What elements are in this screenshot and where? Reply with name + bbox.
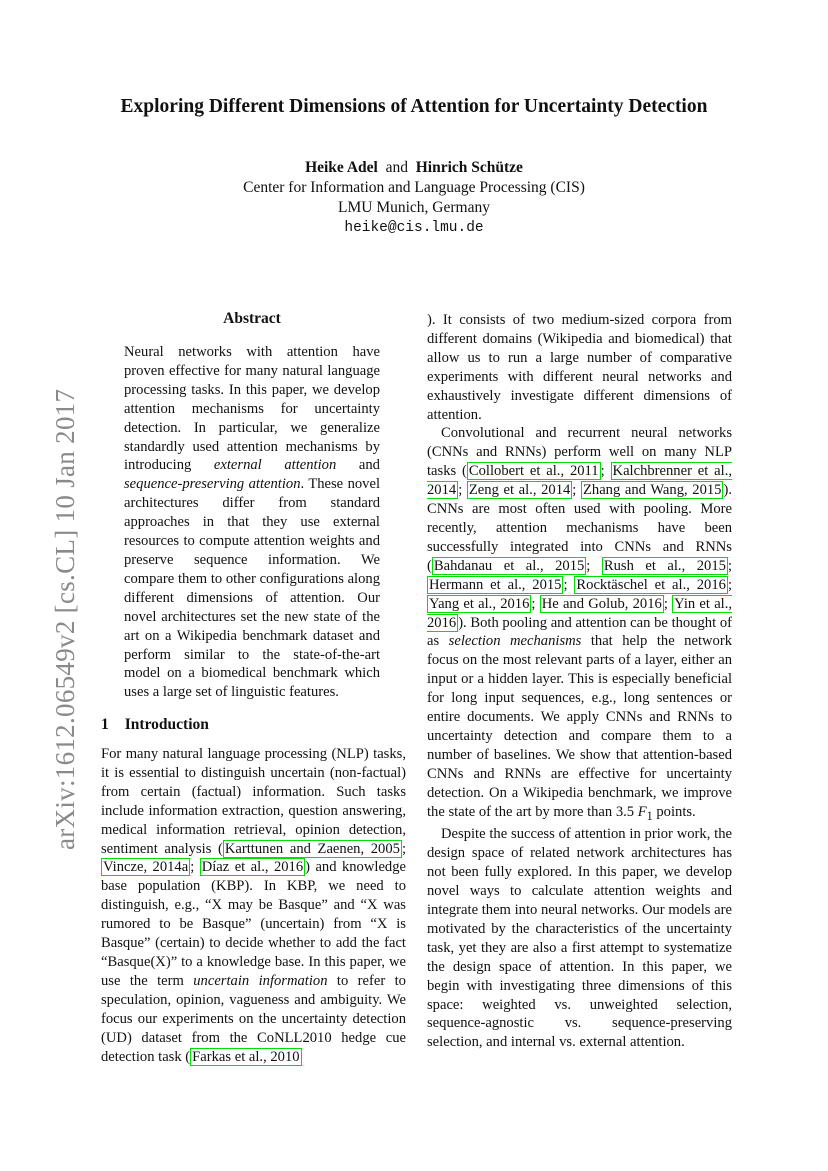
citation-link[interactable]: Yin et al., 2016 [427, 595, 733, 631]
citation-link[interactable]: He and Golub, 2016 [541, 595, 662, 612]
affiliation-location: LMU Munich, Germany [338, 199, 490, 216]
citation-link[interactable]: Bahdanau et al., 2015 [433, 557, 585, 574]
citation-link[interactable]: Rush et al., 2015 [603, 557, 726, 574]
citation-link[interactable]: Zhang and Wang, 2015 [582, 482, 722, 499]
text-run: ). CNNs are most often used with pooling. More recently, attention mechanisms have been successfully integrated into CNNs and RNNs ( [427, 482, 732, 574]
text-run: ) and knowledge base population (KBP). In KBP, we need to distinguish, e.g., “X may be Basque” and “X was rumored to be Basque” (uncertain) from “X is Basque” (certain) to decide whether to add the fact “Basque(X)” to a knowledge base. In this paper, we use the term [101, 859, 406, 989]
text-run: to refer to speculation, opinion, vagueness and ambiguity. We focus our experiments on the uncertainty detection (UD) dataset from the CoNLL2010 hedge cue detection task ( [101, 972, 406, 1065]
author-name: Heike Adel [305, 159, 378, 176]
emphasis: selection mechanisms [448, 633, 582, 650]
intro-right-column [427, 311, 732, 1052]
text-run: For many natural language processing (NLP) tasks, it is essential to distinguish uncertain (non-factual) from certain (factual) information. Such tasks include information extraction, question answering, medical information retrieval, opinion detection, sentiment analysis ( [101, 746, 406, 857]
citation-link[interactable]: Kalchbrenner et al., 2014 [427, 463, 733, 499]
text-run: and [336, 457, 380, 474]
citation-link[interactable]: Vincze, 2014a [103, 859, 189, 876]
text-run: that help the network focus on the most relevant parts of a layer, either an input or a hidden layer. This is especially beneficial for long input sequences, e.g., long sentences or entire documents. We apply CNNs and RNNs to uncertainty detection and compare them to a number of baselines. We show that attention-based CNNs and RNNs are effective for uncertainty detection. On a Wikipedia benchmark, we improve the state of the art by more than 3.5 [427, 633, 732, 820]
citation-link[interactable]: Yang et al., 2016 [429, 595, 530, 612]
arxiv-identifier: arXiv:1612.06549v2 [cs.CL] 10 Jan 2017 [50, 388, 80, 850]
text-run: ; [190, 859, 200, 876]
section-number: 1 [101, 716, 109, 733]
emphasis: sequence-preserving attention [124, 476, 301, 493]
paragraph: Despite the success of attention in prior work, the design space of related network architectures has not been fully explored. In this paper, we develop novel ways to calculate attention weights and integrate them into neural networks. Our models are motivated by the characteristics of the uncertainty task, yet they are also a first attempt to systematize the design space of attention. In this paper, we begin with investigating three dimensions of this space: weighted vs. unweighted selection, sequence-agnostic vs. sequence-preserving selection, and internal vs. external attention. [427, 826, 732, 1051]
abstract-paragraph [124, 343, 380, 702]
text-run: points. [652, 803, 696, 820]
text-run: ; [401, 840, 406, 857]
emphasis: uncertain information [193, 972, 328, 989]
paragraph-continued: ). It consists of two medium-sized corpora from different domains (Wikipedia and biomedical) that allow us to run a large number of comparative experiments with different neural networks and exhaustively investigate different dimensions of attention. [427, 312, 732, 423]
paragraph [101, 745, 406, 1066]
author-block [0, 158, 828, 238]
section-heading [101, 716, 209, 734]
paper-title: Exploring Different Dimensions of Attention for Uncertainty Detection [120, 96, 708, 117]
author-name: Hinrich Schütze [415, 159, 523, 176]
citation-link[interactable]: Hermann et al., 2015 [429, 576, 562, 593]
text-run: Neural networks with attention have proven effective for many natural language processing tasks. In this paper, we develop attention mechanisms for uncertainty detection. In particular, we generalize standardly used attention mechanisms by introducing [124, 344, 380, 474]
text-run: Convolutional and recurrent neural networks (CNNs and RNNs) perform well on many NLP tasks ( [427, 425, 732, 480]
intro-left-column [101, 745, 406, 1066]
arxiv-stamp [20, 370, 80, 850]
citation-link[interactable]: Collobert et al., 2011 [468, 463, 599, 480]
section-title: Introduction [124, 716, 209, 733]
text-run: ). Both pooling and attention can be thought of as [427, 614, 732, 650]
author-names [0, 158, 828, 178]
affiliation: Center for Information and Language Processing (CIS) [243, 179, 585, 196]
math-variable: F [637, 803, 647, 820]
citation-link[interactable]: Karttunen and Zaenen, 2005 [224, 840, 400, 857]
abstract-text [124, 343, 380, 702]
citation-link[interactable]: Farkas et al., 2010 [192, 1048, 300, 1065]
math-subscript: 1 [646, 808, 653, 823]
paragraph: Convolutional and recurrent neural networks (CNNs and RNNs) perform well on many NLP tasks ( Collobert et al., 2011 ; Kalchbrenner et al., 2014 ; Zeng et al., 2014 ; Zhang and Wang, 2015 ). CNNs are most often used with pooling. More recently, attention mechanisms have been successfully integrated into CNNs and RNNs ( Bahdanau et al., 2015 ; Rush et al., 2015 ; Hermann et al., 2015 ; Rocktäschel et al., 2016 ; Yang et al., 2016 ; He and Golub, 2016 ; Yin et al., 2016 ). Both pooling and attention can be thought of as selection mechanisms that help the network focus on the most relevant parts of a layer, either an input or a hidden layer. This is especially beneficial for long input sequences, e.g., long sentences or entire documents. We apply CNNs and RNNs to uncertainty detection and compare them to a number of baselines. We show that attention-based CNNs and RNNs are effective for uncertainty detection. On a Wikipedia benchmark, we improve the state of the art by more than 3.5 $F_1$ points. [427, 425, 733, 823]
citation-link[interactable]: Díaz et al., 2016 [201, 859, 304, 876]
emphasis: external attention [213, 457, 337, 474]
citation-link[interactable]: Zeng et al., 2014 [468, 482, 571, 499]
citation-link[interactable]: Rocktäschel et al., 2016 [576, 576, 726, 593]
author-email: heike@cis.lmu.de [344, 220, 484, 236]
text-run: . These novel architectures differ from standard approaches in that they use external resources to compute attention weights and preserve sequence information. We compare them to other configurations along different dimensions of attention. Our novel architectures set the new state of the art on a Wikipedia benchmark dataset and perform similar to the state-of-the-art model on a biomedical benchmark which uses a large set of linguistic features. [124, 476, 380, 701]
abstract-heading: Abstract [223, 310, 281, 327]
author-conjunction: and [385, 159, 408, 176]
